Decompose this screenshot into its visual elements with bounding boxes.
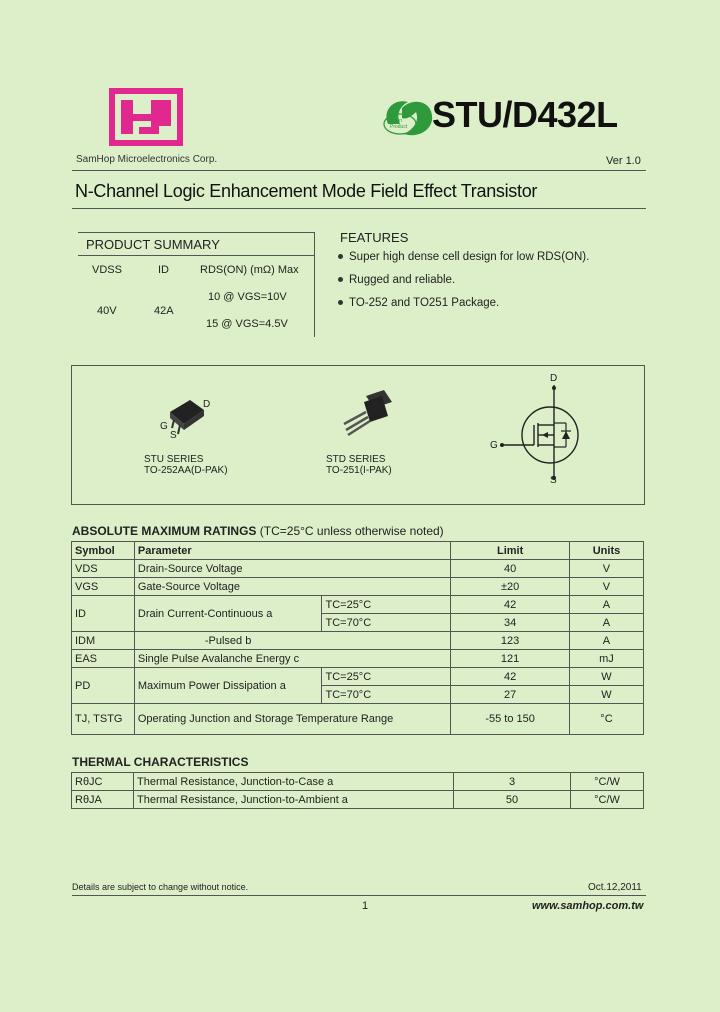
ps-header-id: ID: [158, 264, 169, 276]
feature-item: Rugged and reliable.: [338, 274, 455, 286]
ps-vdss-value: 40V: [97, 305, 117, 317]
table-row: RθJA Thermal Resistance, Junction-to-Ambient a 50 °C/W: [72, 791, 644, 809]
thermal-title: THERMAL CHARACTERISTICS: [72, 755, 249, 769]
std-package-label: TO-251(I-PAK): [326, 465, 392, 476]
ps-header-vdss: VDSS: [92, 264, 122, 276]
page-number: 1: [362, 900, 369, 912]
table-row: TC=70°C 27 W: [72, 686, 644, 704]
ps-rds-value-2: 15 @ VGS=4.5V: [206, 318, 288, 330]
bullet-icon: [338, 277, 343, 282]
green-text-2: Product: [390, 124, 408, 130]
table-row: ID Drain Current-Continuous a TC=25°C 42 A: [72, 596, 644, 614]
table-row: EAS Single Pulse Avalanche Energy c 121 mJ: [72, 650, 644, 668]
symbol-label-s: S: [550, 475, 557, 486]
divider: [72, 208, 646, 209]
footer-date: Oct.12,2011: [588, 882, 642, 893]
symbol-label-d: D: [550, 373, 558, 384]
feature-item: TO-252 and TO251 Package.: [338, 297, 499, 309]
bullet-icon: [338, 254, 343, 259]
std-series-label: STD SERIES: [326, 454, 386, 465]
features-title: FEATURES: [340, 230, 409, 245]
website-link[interactable]: www.samhop.com.tw: [532, 900, 644, 912]
pin-label-s: S: [170, 430, 177, 441]
green-text-1: Green: [388, 118, 402, 124]
ipak-package-icon: [336, 390, 396, 446]
document-subtitle: N-Channel Logic Enhancement Mode Field Effect Transistor: [75, 181, 538, 201]
divider: [72, 895, 646, 896]
ps-header-rds: RDS(ON) (mΩ) Max: [200, 264, 299, 276]
abs-max-title: ABSOLUTE MAXIMUM RATINGS (TC=25°C unless otherwise noted): [72, 524, 444, 538]
divider: [78, 255, 314, 256]
divider: [72, 170, 646, 171]
green-product-logo: [380, 94, 436, 140]
table-row: VDS Drain-Source Voltage 40 V: [72, 560, 644, 578]
product-summary-title: PRODUCT SUMMARY: [86, 237, 220, 252]
footer-note: Details are subject to change without notice.: [72, 882, 249, 892]
table-row: RθJC Thermal Resistance, Junction-to-Case a 3 °C/W: [72, 773, 644, 791]
mosfet-symbol-icon: [500, 385, 590, 485]
table-row: VGS Gate-Source Voltage ±20 V: [72, 578, 644, 596]
table-header-row: Symbol Parameter Limit Units: [72, 542, 644, 560]
version: Ver 1.0: [606, 155, 641, 167]
table-row: TJ, TSTG Operating Junction and Storage Temperature Range -55 to 150 °C: [72, 704, 644, 735]
samhop-logo: [109, 88, 183, 146]
pin-label-d: D: [203, 399, 211, 410]
abs-max-table: [71, 541, 644, 735]
bullet-icon: [338, 300, 343, 305]
ps-rds-value-1: 10 @ VGS=10V: [208, 291, 287, 303]
table-row: IDM -Pulsed b 123 A: [72, 632, 644, 650]
stu-package-label: TO-252AA(D-PAK): [144, 465, 228, 476]
company-name: SamHop Microelectronics Corp.: [76, 154, 218, 165]
ps-id-value: 42A: [154, 305, 174, 317]
feature-item: Super high dense cell design for low RDS(ON).: [338, 251, 589, 263]
stu-series-label: STU SERIES: [144, 454, 204, 465]
thermal-table: [71, 772, 644, 809]
table-row: TC=70°C 34 A: [72, 614, 644, 632]
table-row: PD Maximum Power Dissipation a TC=25°C 42 W: [72, 668, 644, 686]
pin-label-g: G: [160, 421, 168, 432]
part-number: STU/D432L: [432, 94, 618, 135]
symbol-label-g: G: [490, 440, 498, 451]
